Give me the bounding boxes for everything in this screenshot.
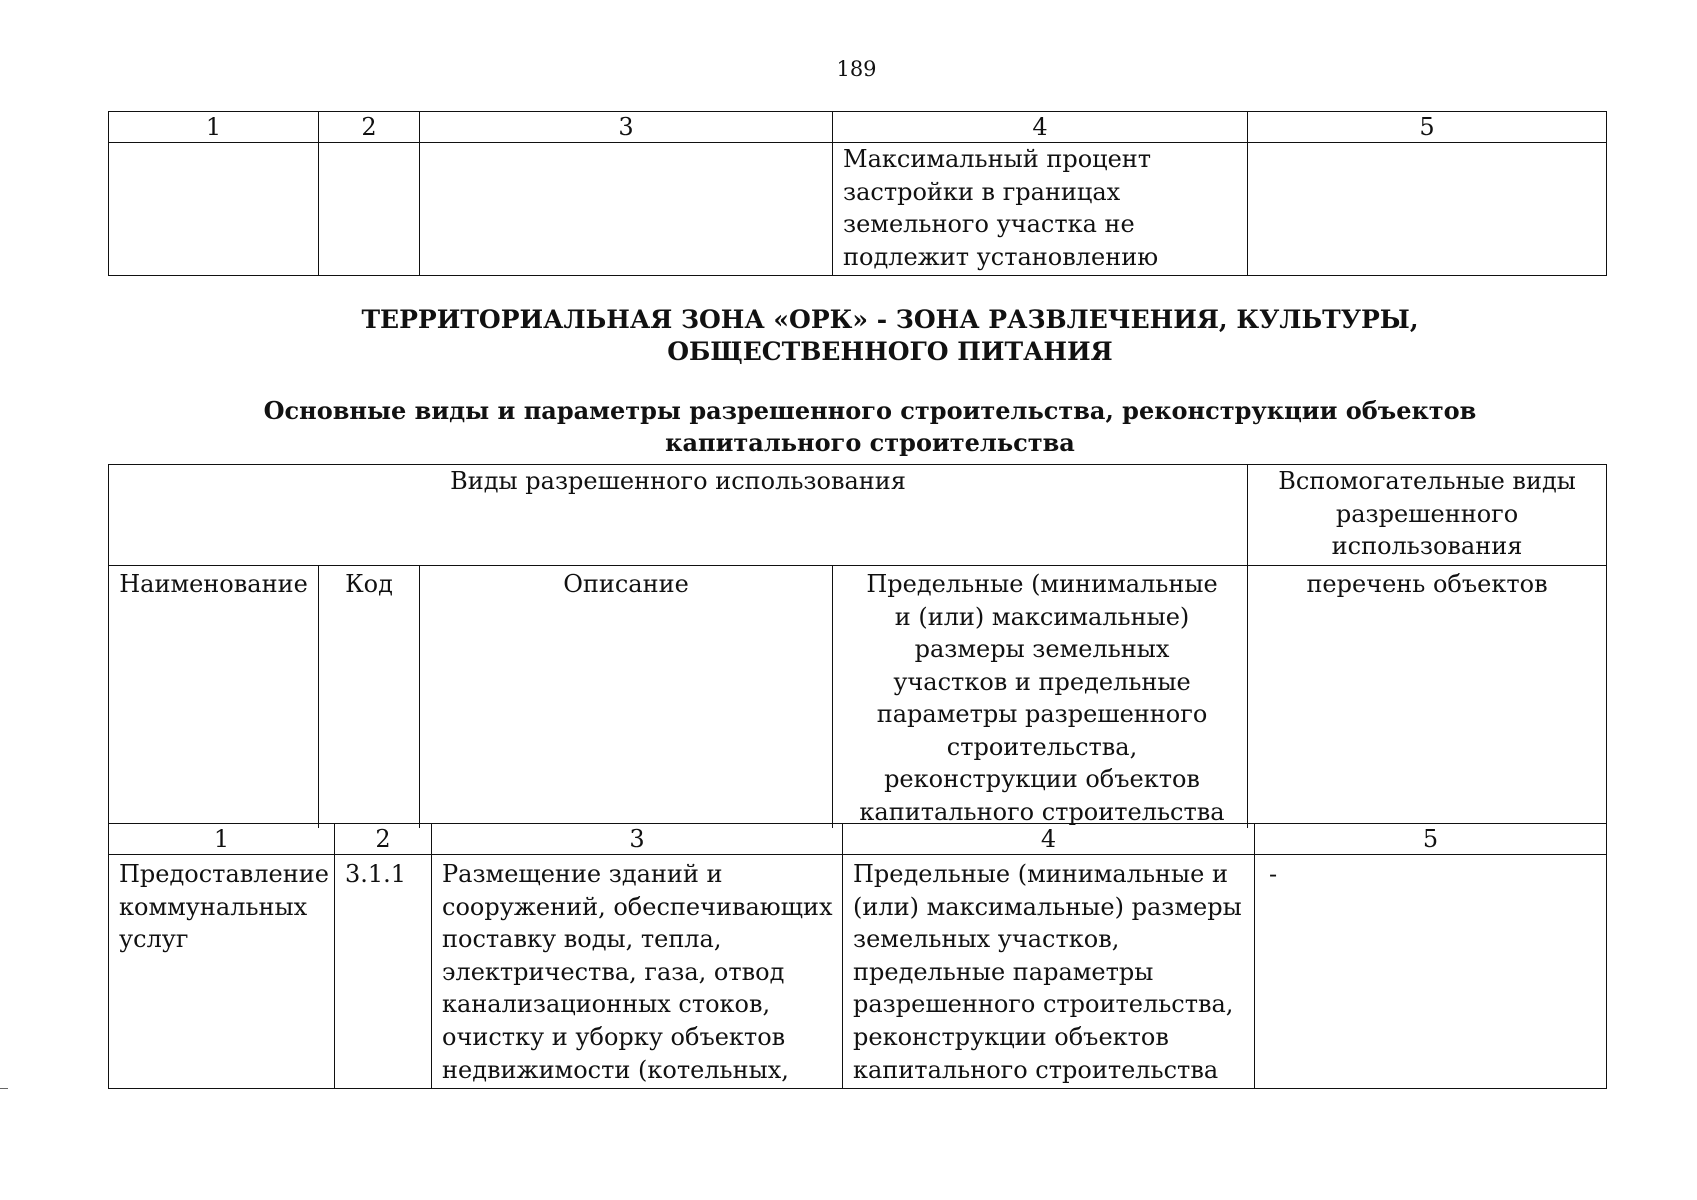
column-number: 3: [432, 824, 843, 855]
cell-description: Размещение зданий и сооружений, обеспечивающих поставку воды, тепла, электричества, газа, отвод канализационных стоков, очистку и уборку объектов недвижимости (котельных,: [432, 855, 843, 1089]
column-number: 4: [843, 824, 1255, 855]
section-title: Основные виды и параметры разрешенного строительства, реконструкции объектов капитального строительства: [263, 396, 1477, 457]
cell-aux: -: [1255, 855, 1607, 1089]
cell-limits: Предельные (минимальные и (или) максимальные) размеры земельных участков, предельные параметры разрешенного строительства, реконструкции объектов капитального строительства: [843, 855, 1255, 1089]
cell-code: 3.1.1: [335, 855, 432, 1089]
header-name: Наименование: [109, 566, 319, 829]
scan-mark: [0, 1088, 8, 1089]
cell-description: [420, 143, 833, 276]
column-number: 4: [833, 112, 1248, 143]
header-code: Код: [319, 566, 420, 829]
continuation-table: [108, 111, 1607, 276]
header-main-group: Виды разрешенного использования: [109, 465, 1248, 566]
column-number: 2: [319, 112, 420, 143]
table-row: [109, 143, 1607, 276]
cell-name: [109, 143, 319, 276]
column-number-row: [109, 824, 1607, 855]
cell-limits: Максимальный процент застройки в границах земельного участка не подлежит установлению: [833, 143, 1248, 276]
header-aux-group: Вспомогательные виды разрешенного использования: [1248, 465, 1607, 566]
page-number: 189: [836, 57, 877, 81]
zone-title: ТЕРРИТОРИАЛЬНАЯ ЗОНА «ОРК» - ЗОНА РАЗВЛЕЧЕНИЯ, КУЛЬТУРЫ, ОБЩЕСТВЕННОГО ПИТАНИЯ: [361, 305, 1419, 366]
table-row: [109, 855, 1607, 1089]
header-table: [108, 464, 1607, 828]
header-description: Описание: [420, 566, 833, 829]
column-number: 1: [109, 112, 319, 143]
cell-aux: [1248, 143, 1607, 276]
header-limits: Предельные (минимальные и (или) максимальные) размеры земельных участков и предельные параметры разрешенного строительства, реконструкции объектов капитального строительства: [833, 566, 1248, 829]
cell-code: [319, 143, 420, 276]
header-aux-list: перечень объектов: [1248, 566, 1607, 829]
column-number: 5: [1255, 824, 1607, 855]
column-number-row: [109, 112, 1607, 143]
header-column-row: [109, 566, 1607, 829]
column-number: 2: [335, 824, 432, 855]
column-number: 5: [1248, 112, 1607, 143]
body-table: [108, 823, 1607, 1089]
header-group-row: [109, 465, 1607, 566]
column-number: 1: [109, 824, 335, 855]
cell-name: Предоставление коммунальных услуг: [109, 855, 335, 1089]
column-number: 3: [420, 112, 833, 143]
